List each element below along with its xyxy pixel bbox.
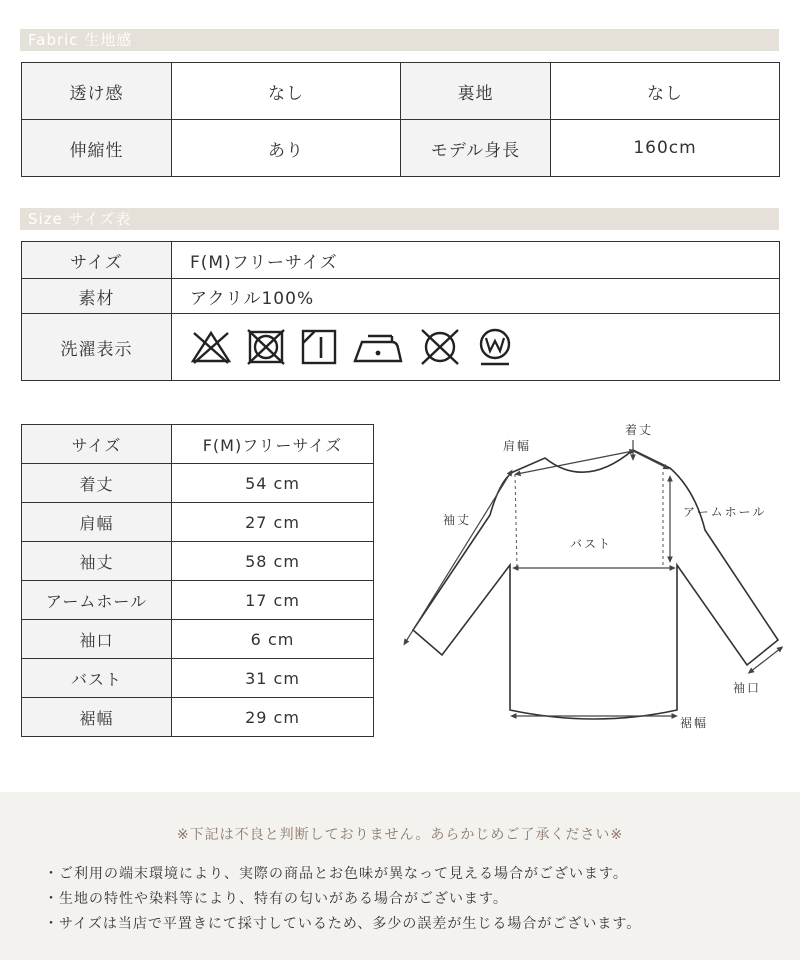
table-row bbox=[22, 120, 780, 177]
diagram-label-length: 着丈 bbox=[625, 423, 654, 437]
size-value: F(M)フリーサイズ bbox=[172, 242, 780, 279]
notes-item: ・サイズは当店で平置きにて採寸しているため、多少の誤差が生じる場合がございます。 bbox=[44, 916, 642, 932]
do-not-hand-wash-icon bbox=[190, 330, 232, 364]
measure-value: 31 cm bbox=[172, 659, 374, 698]
garment-diagram bbox=[395, 410, 790, 740]
model-height-label: モデル身長 bbox=[401, 120, 551, 177]
measurement-table bbox=[21, 424, 374, 737]
table-row bbox=[22, 279, 780, 314]
diagram-label-bust: バスト bbox=[570, 537, 613, 551]
garment-outline bbox=[413, 450, 778, 719]
material-value: アクリル100% bbox=[172, 279, 780, 314]
shoulder-line-left bbox=[515, 474, 517, 568]
notes-item: ・ご利用の端末環境により、実際の商品とお色味が異なって見える場合がございます。 bbox=[44, 866, 628, 882]
measure-header-value: F(M)フリーサイズ bbox=[172, 425, 374, 464]
do-not-tumble-dry-icon bbox=[246, 328, 286, 366]
diagram-label-cuff: 袖口 bbox=[733, 681, 762, 695]
notes-panel bbox=[0, 792, 800, 960]
notes-headline: ※下記は不良と判断しておりません。あらかじめご了承ください※ bbox=[176, 827, 624, 843]
stretch-value: あり bbox=[172, 120, 401, 177]
notes-item: ・生地の特性や染料等により、特有の匂いがある場合がございます。 bbox=[44, 891, 508, 907]
fabric-table bbox=[21, 62, 780, 177]
table-row bbox=[22, 63, 780, 120]
measure-label: 袖口 bbox=[22, 620, 172, 659]
table-row bbox=[22, 314, 780, 381]
do-not-dry-clean-icon bbox=[418, 328, 462, 366]
measure-value: 29 cm bbox=[172, 698, 374, 737]
lining-label: 裏地 bbox=[401, 63, 551, 120]
size-label: サイズ bbox=[22, 242, 172, 279]
diagram-label-hem: 裾幅 bbox=[680, 716, 709, 730]
diagram-label-armhole: アームホール bbox=[683, 505, 767, 519]
stretch-label: 伸縮性 bbox=[22, 120, 172, 177]
measure-value: 58 cm bbox=[172, 542, 374, 581]
transparency-label: 透け感 bbox=[22, 63, 172, 120]
table-row bbox=[22, 464, 374, 503]
sleeve-arrow bbox=[405, 472, 511, 643]
measure-header-size: サイズ bbox=[22, 425, 172, 464]
line-dry-icon bbox=[300, 328, 338, 366]
care-label: 洗濯表示 bbox=[22, 314, 172, 381]
table-row bbox=[22, 242, 780, 279]
material-label: 素材 bbox=[22, 279, 172, 314]
measure-label: 肩幅 bbox=[22, 503, 172, 542]
table-row bbox=[22, 503, 374, 542]
measure-value: 54 cm bbox=[172, 464, 374, 503]
table-header-row bbox=[22, 425, 374, 464]
care-icons-cell bbox=[172, 314, 780, 381]
measure-label: 裾幅 bbox=[22, 698, 172, 737]
care-icons bbox=[190, 327, 779, 367]
table-row bbox=[22, 542, 374, 581]
measure-label: 袖丈 bbox=[22, 542, 172, 581]
transparency-value: なし bbox=[172, 63, 401, 120]
measure-label: バスト bbox=[22, 659, 172, 698]
measure-value: 6 cm bbox=[172, 620, 374, 659]
table-row bbox=[22, 698, 374, 737]
size-info-table bbox=[21, 241, 780, 381]
cuff-arrow bbox=[750, 648, 781, 672]
diagram-label-sleeve: 袖丈 bbox=[443, 513, 472, 527]
model-height-value: 160cm bbox=[551, 120, 780, 177]
table-row bbox=[22, 581, 374, 620]
measure-label: アームホール bbox=[22, 581, 172, 620]
fabric-section-title: Fabric 生地感 bbox=[20, 29, 779, 51]
table-row bbox=[22, 659, 374, 698]
measure-value: 17 cm bbox=[172, 581, 374, 620]
size-section-title: Size サイズ表 bbox=[20, 208, 779, 230]
shoulder-arrow-2 bbox=[633, 451, 667, 468]
iron-low-icon bbox=[352, 330, 404, 364]
measure-label: 着丈 bbox=[22, 464, 172, 503]
measure-value: 27 cm bbox=[172, 503, 374, 542]
table-row bbox=[22, 620, 374, 659]
wet-clean-icon bbox=[476, 327, 514, 367]
diagram-label-shoulder: 肩幅 bbox=[503, 439, 532, 453]
lining-value: なし bbox=[551, 63, 780, 120]
